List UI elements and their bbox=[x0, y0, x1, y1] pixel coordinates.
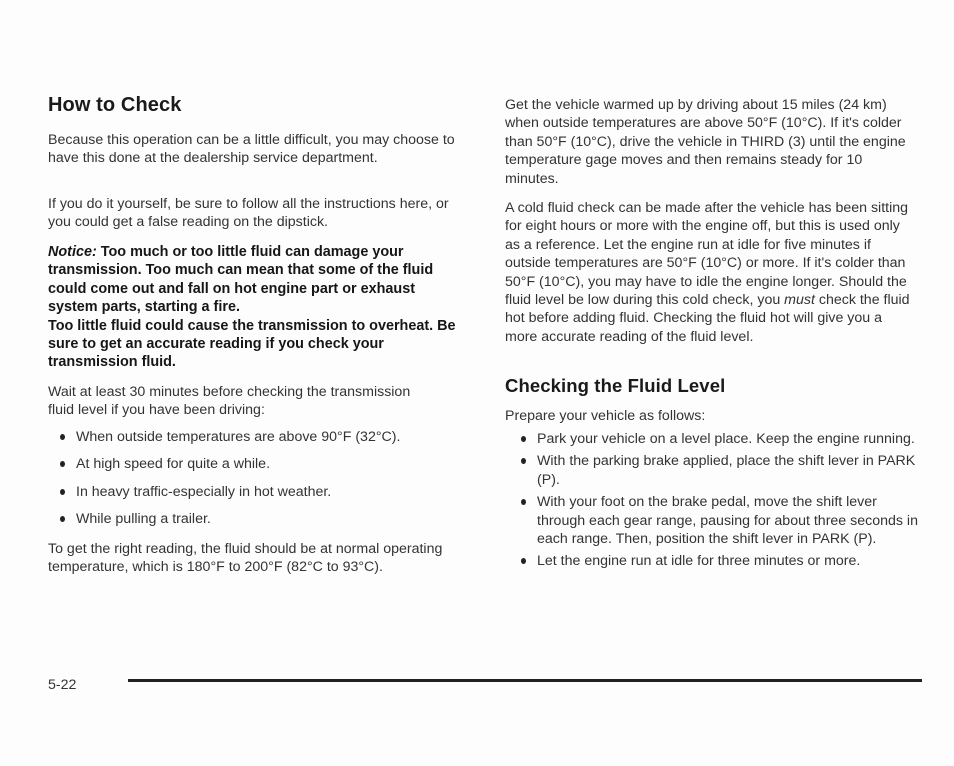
cold-check-paragraph bbox=[505, 199, 917, 346]
wait-paragraph: Wait at least 30 minutes before checking the transmission fluid level if you have been driving: bbox=[48, 384, 411, 419]
prepare-paragraph: Prepare your vehicle as follows: bbox=[505, 408, 706, 424]
list-item: At high speed for quite a while. bbox=[54, 455, 474, 473]
list-item: While pulling a trailer. bbox=[54, 510, 474, 528]
intro-paragraph: Because this operation can be a little difficult, you may choose to have this done at the dealership service department. bbox=[48, 132, 455, 167]
section-heading-how-to-check: How to Check bbox=[48, 94, 182, 116]
cold-check-text-2: check the fluid hot before adding fluid. Checking the fluid hot will give you a more accurate reading of the fluid level. bbox=[505, 292, 910, 345]
footer-divider bbox=[128, 679, 922, 682]
instructions-paragraph: If you do it yourself, be sure to follow all the instructions here, or you could get a false reading on the dipstick. bbox=[48, 196, 449, 231]
list-item: With the parking brake applied, place the shift lever in PARK (P). bbox=[515, 452, 925, 489]
cold-check-text-1: A cold fluid check can be made after the vehicle has been sitting for eight hours or more with the engine off, but this is used only as a reference. Let the engine run at idle for five minutes if outside temperatures are 50°F (10°C) or more. If it's colder than 50°F (10°C), you may have to idle the engine longer. Should the fluid level be low during this cold check, you bbox=[505, 200, 909, 309]
conditions-list bbox=[54, 428, 474, 529]
temperature-paragraph: To get the right reading, the fluid should be at normal operating temperature, which is 180°F to 200°F (82°C to 93°C). bbox=[48, 541, 443, 576]
list-item: In heavy traffic-especially in hot weather. bbox=[54, 483, 474, 501]
notice-block bbox=[48, 243, 464, 372]
list-item: When outside temperatures are above 90°F (32°C). bbox=[54, 428, 474, 446]
list-item: Park your vehicle on a level place. Keep the engine running. bbox=[515, 430, 925, 448]
list-item: With your foot on the brake pedal, move the shift lever through each gear range, pausing for about three seconds in each range. Then, position the shift lever in PARK (P). bbox=[515, 493, 925, 548]
notice-text-2: Too little fluid could cause the transmission to overheat. Be sure to get an accurate reading if you check your transmission fluid. bbox=[48, 317, 456, 371]
preparation-list bbox=[515, 430, 925, 571]
notice-label: Notice: bbox=[48, 244, 97, 260]
list-item: Let the engine run at idle for three minutes or more. bbox=[515, 552, 925, 570]
page-number: 5-22 bbox=[48, 677, 77, 693]
warm-up-paragraph: Get the vehicle warmed up by driving about 15 miles (24 km) when outside temperatures are above 50°F (10°C). If it's colder than 50°F (10°C), drive the vehicle in THIRD (3) until the engine temperature gage moves and then remains steady for 10 minutes. bbox=[505, 97, 906, 187]
notice-text-1: Too much or too little fluid can damage your transmission. Too much can mean that some of the fluid could come out and fall on hot engine part or exhaust system parts, starting a fire. bbox=[48, 244, 434, 316]
cold-check-emphasis: must bbox=[784, 292, 815, 309]
section-heading-checking-fluid-level: Checking the Fluid Level bbox=[505, 375, 726, 396]
